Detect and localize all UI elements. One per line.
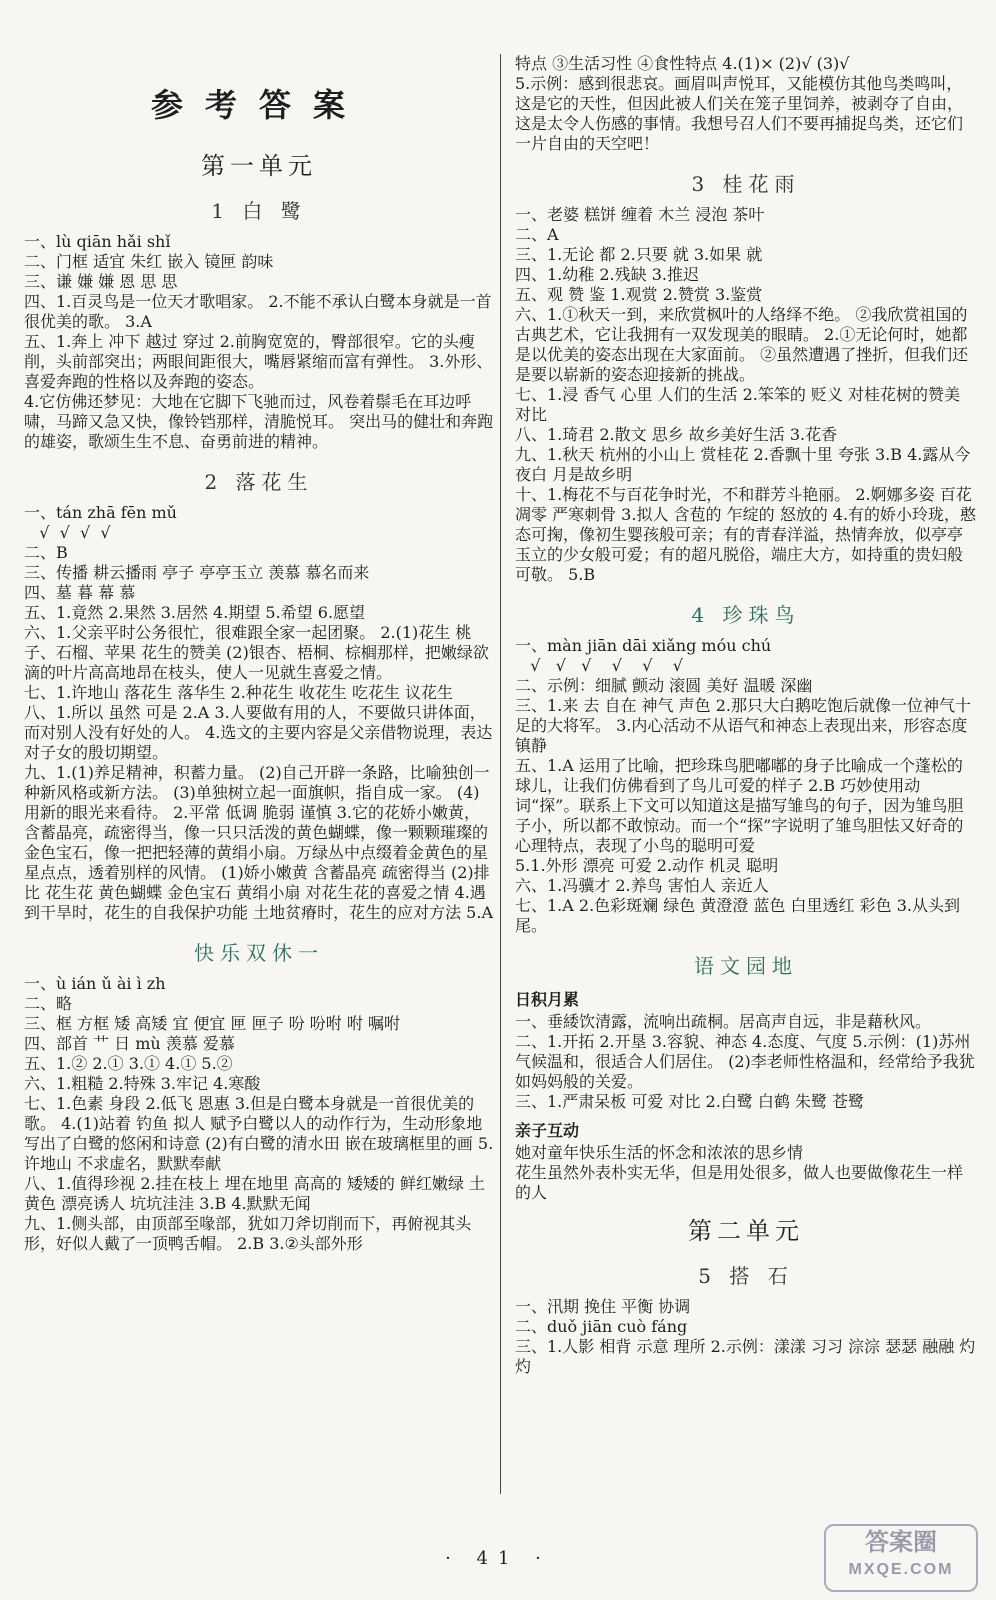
- answer-paragraph: 一、tán zhā fēn mǔ √ √ √ √: [24, 503, 177, 542]
- answer-paragraph: 七、1.A 2.色彩斑斓 绿色 黄澄澄 蓝色 白里透红 彩色 3.从头到尾。: [515, 896, 960, 935]
- answer-paragraph: 一、老婆 糕饼 缠着 木兰 浸泡 茶叶: [515, 205, 765, 224]
- answer-paragraph: 八、1.值得珍视 2.挂在枝上 埋在地里 高高的 矮矮的 鲜红嫩绿 土黄色 漂亮诱人 坑坑洼洼 3.B 4.默默无闻: [24, 1174, 486, 1213]
- answer-paragraph: 三、1.严肃呆板 可爱 对比 2.白鹭 白鹤 朱鹭 苍鹭: [515, 1092, 865, 1111]
- answer-paragraph: 三、传播 耕云播雨 亭子 亭亭玉立 羡慕 慕名而来: [24, 563, 370, 582]
- answer-paragraph: 七、1.浸 香气 心里 人们的生活 2.笨笨的 贬义 对桂花树的赞美 对比: [515, 385, 966, 424]
- answer-paragraph: 一、ù ián ǔ ài ì zh: [24, 974, 166, 993]
- answer-paragraph: 一、垂緌饮清露，流响出疏桐。居高声自远，非是藉秋风。: [515, 1012, 932, 1031]
- answer-paragraph: 十、1.梅花不与百花争时光，不和群芳斗艳丽。 2.婀娜多姿 百花凋零 严寒刺骨 3.拟人 含苞的 乍绽的 怒放的 4.有的娇小玲珑，憨态可掬，像初生婴孩般可亲；有的青春洋溢，热情奔放，似亭亭玉立的少女般可爱；有的超凡脱俗，端庄大方，如持重的贵妇般可敬。 5.B: [515, 485, 977, 584]
- answer-paragraph: 六、1.粗糙 2.特殊 3.牢记 4.寒酸: [24, 1074, 261, 1093]
- answer-paragraph: 二、示例：细腻 颤动 滚圆 美好 温暖 深幽: [515, 676, 813, 695]
- answer-paragraph: 她对童年快乐生活的怀念和浓浓的思乡情: [515, 1143, 804, 1162]
- answer-paragraph: 六、1.父亲平时公务很忙，很难跟全家一起团聚。 2.(1)花生 桃子、石榴、苹果 花生的赞美 (2)银杏、梧桐、棕榈那样，把嫩绿欲滴的叶片高高地昂在枝头，使人一见就生喜爱之情。: [24, 623, 489, 682]
- left-column: [24, 54, 494, 1254]
- lesson-title: 2 落花生: [204, 470, 314, 494]
- answer-paragraph: 四、1.幼稚 2.残缺 3.推迟: [515, 265, 699, 284]
- answer-paragraph: 特点 ③生活习性 ④食性特点 4.(1)× (2)√ (3)√: [515, 54, 850, 73]
- lesson-title: 3 桂花雨: [691, 172, 801, 196]
- left-column-content: [24, 146, 494, 1254]
- answer-paragraph: 三、谦 嫌 嫌 恩 思 思: [24, 272, 178, 291]
- answer-paragraph: 三、框 方框 矮 高矮 宜 便宜 匣 匣子 吩 吩咐 咐 嘱咐: [24, 1014, 400, 1033]
- right-column: [515, 54, 977, 1377]
- answer-paragraph: 八、1.所以 虽然 可是 2.A 3.人要做有用的人，不要做只讲体面，而对别人没有好处的人。 4.选文的主要内容是父亲借物说理，表达对子女的殷切期望。: [24, 703, 493, 762]
- answer-paragraph: 五、观 赞 鉴 1.观赏 2.赞赏 3.鉴赏: [515, 285, 763, 304]
- answer-paragraph: 七、1.许地山 落花生 落华生 2.种花生 收花生 吃花生 议花生: [24, 683, 454, 702]
- answer-paragraph: 五、1.竟然 2.果然 3.居然 4.期望 5.希望 6.愿望: [24, 603, 366, 622]
- answer-paragraph: 六、1.冯骥才 2.养鸟 害怕人 亲近人: [515, 876, 769, 895]
- lesson-title: 1 白 鹭: [211, 199, 307, 223]
- page-number: · 41 ·: [445, 1548, 551, 1569]
- answer-paragraph: 二、略: [24, 994, 73, 1013]
- answer-paragraph: 一、màn jiān dāi xiǎng móu chú √ √ √ √ √ √: [515, 636, 772, 675]
- answer-paragraph: 一、汛期 挽住 平衡 协调: [515, 1297, 691, 1316]
- answer-paragraph: 七、1.色素 身段 2.低飞 恩惠 3.但是白鹭本身就是一首很优美的歌。 4.(1)站着 钓鱼 拟人 赋予白鹭以人的动作行为，生动形象地写出了白鹭的悠闲和诗意 (2)有白鹭的清水田 嵌在玻璃框里的画 5.许地山 不求虚名，默默奉献: [24, 1094, 494, 1173]
- lesson-title: 语文园地: [694, 954, 798, 978]
- answer-paragraph: 八、1.琦君 2.散文 思乡 故乡美好生活 3.花香: [515, 425, 838, 444]
- answer-paragraph: 四、1.百灵鸟是一位天才歌唱家。 2.不能不承认白鹭本身就是一首很优美的歌。 3.A: [24, 292, 492, 331]
- watermark-logo: [824, 1524, 978, 1592]
- answer-paragraph: 九、1.秋天 杭州的小山上 赏桂花 2.香飘十里 夸张 3.B 4.露从今夜白 月是故乡明: [515, 445, 971, 484]
- answer-paragraph: 五、1.奔上 冲下 越过 穿过 2.前胸宽宽的，臀部很窄。它的头瘦削，头前部突出；两眼间距很大，嘴唇紧缩而富有弹性。 3.外形、喜爱奔跑的性格以及奔跑的姿态。: [24, 332, 493, 391]
- answer-paragraph: 5.示例：感到很悲哀。画眉叫声悦耳，又能模仿其他鸟类鸣叫，这是它的天性，但因此被人们关在笼子里饲养，被剥夺了自由，这是太令人伤感的事情。我想号召人们不要再捕捉鸟类，还它们一片自由的天空吧！: [515, 74, 964, 153]
- answer-paragraph: 二、duǒ jiān cuò fáng: [515, 1317, 688, 1336]
- answer-paragraph: 四、部首 艹 日 mù 羡慕 爱慕: [24, 1034, 235, 1053]
- answer-paragraph: 三、1.无论 都 2.只要 就 3.如果 就: [515, 245, 763, 264]
- answer-paragraph: 九、1.侧头部，由顶部至喙部，犹如刀斧切削而下，再俯视其头形，好似人戴了一顶鸭舌帽。 2.B 3.②头部外形: [24, 1214, 472, 1253]
- answer-paragraph: 一、lù qiān hǎi shǐ: [24, 232, 171, 251]
- answer-paragraph: 九、1.(1)养足精神，积蓄力量。 (2)自己开辟一条路，比喻独创一种新风格或新方法。 (3)单独树立起一面旗帜，指自成一家。 (4)用新的眼光来看待。 2.平常 低调 脆弱 谨慎 3.它的花娇小嫩黄，含蓄晶亮，疏密得当，像一只只活泼的黄色蝴蝶，像一颗颗璀璨的金色宝石，像一把把轻薄的黄绢小扇。万绿丛中点缀着金黄色的星星点点，透着别样的风情。 (1)娇小嫩黄 含蓄晶亮 疏密得当 (2)排比 花生花 黄色蝴蝶 金色宝石 黄绢小扇 对花生花的喜爱之情 4.遇到干旱时，花生的自我保护功能 土地贫瘠时，花生的应对方法 5.A: [24, 763, 493, 922]
- page-title: 参考答案: [150, 86, 367, 124]
- sub-heading: 亲子互动: [515, 1121, 580, 1140]
- lesson-title: 5 搭 石: [698, 1264, 794, 1288]
- answer-paragraph: 5.1.外形 漂亮 可爱 2.动作 机灵 聪明: [515, 856, 779, 875]
- answer-paragraph: 二、B: [24, 543, 68, 562]
- unit-title: 第一单元: [201, 152, 317, 180]
- answer-paragraph: 六、1.①秋天一到，来欣赏枫叶的人络绎不绝。 ②我欣赏祖国的古典艺术，它让我拥有一双发现美的眼睛。 2.①无论何时，她都是以优美的姿态出现在大家面前。 ②虽然遭遇了挫折，但我们还是要以崭新的姿态迎接新的挑战。: [515, 305, 969, 384]
- watermark-line-2: MXQE.COM: [848, 1561, 954, 1578]
- lesson-title: 快乐双休一: [194, 941, 324, 965]
- column-divider: [500, 54, 501, 1494]
- answer-paragraph: 二、A: [515, 225, 559, 244]
- answer-paragraph: 三、1.人影 相背 示意 理所 2.示例：漾漾 习习 淙淙 瑟瑟 融融 灼灼: [515, 1337, 976, 1376]
- answer-paragraph: 五、1.A 运用了比喻，把珍珠鸟肥嘟嘟的身子比喻成一个蓬松的球儿，让我们仿佛看到了鸟儿可爱的样子 2.B 巧妙使用动词“探”。联系上下文可以知道这是描写雏鸟的句子，因为雏鸟胆子小，所以都不敢惊动。而一个“探”字说明了雏鸟胆怯又好奇的心理特点，表现了小鸟的聪明可爱: [515, 756, 964, 855]
- right-column-content: [515, 54, 977, 1377]
- answer-paragraph: 四、墓 暮 幕 慕: [24, 583, 136, 602]
- answer-paragraph: 二、门框 适宜 朱红 嵌入 镜匣 韵味: [24, 252, 274, 271]
- sub-heading: 日积月累: [515, 990, 580, 1009]
- watermark-line-1: 答案圈: [865, 1529, 937, 1556]
- unit-title: 第二单元: [688, 1217, 804, 1245]
- answer-paragraph: 五、1.② 2.① 3.① 4.① 5.②: [24, 1054, 233, 1073]
- answer-paragraph: 三、1.来 去 自在 神气 声色 2.那只大白鹅吃饱后就像一位神气十足的大将军。 3.内心活动不从语气和神态上表现出来，形容态度镇静: [515, 696, 971, 755]
- lesson-title: 4 珍珠鸟: [691, 603, 801, 627]
- answer-paragraph: 4.它仿佛还梦见：大地在它脚下飞驰而过，风卷着鬃毛在耳边呼啸，马蹄又急又快，像铃铛那样，清脆悦耳。 突出马的健壮和奔跑的雄姿，歌颂生生不息、奋勇前进的精神。: [24, 392, 494, 451]
- answer-paragraph: 花生虽然外表朴实无华，但是用处很多，做人也要做像花生一样的人: [515, 1163, 964, 1202]
- answer-paragraph: 二、1.开拓 2.开垦 3.容貌、神态 4.态度、气度 5.示例：(1)苏州气候温和，很适合人们居住。 (2)李老师性格温和，经常给予我犹如妈妈般的关爱。: [515, 1032, 975, 1091]
